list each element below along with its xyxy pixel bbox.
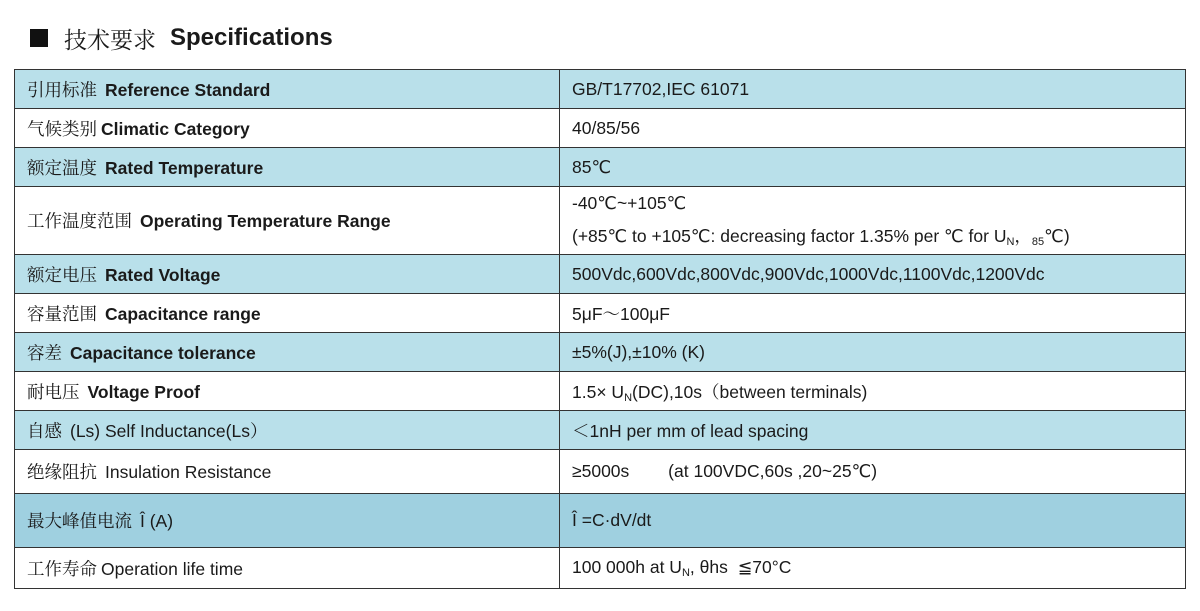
value-line-1: -40℃~+105℃ bbox=[572, 193, 687, 213]
spec-label bbox=[15, 548, 560, 589]
label-chinese: 额定电压 bbox=[27, 265, 97, 286]
label-english: Climatic Category bbox=[101, 118, 250, 139]
label-chinese: 气候类别 bbox=[27, 119, 97, 140]
spec-label bbox=[15, 70, 560, 109]
spec-value: GB/T17702,IEC 61071 bbox=[560, 70, 1186, 109]
subscript: N bbox=[624, 391, 633, 404]
label-chinese: 工作寿命 bbox=[27, 559, 97, 580]
value-text: (+85℃ to +105℃: decreasing factor 1.35% per ℃ for U bbox=[572, 226, 1007, 246]
label-english: Operation life time bbox=[101, 558, 244, 579]
label-chinese: 最大峰值电流 bbox=[27, 512, 132, 532]
spec-label bbox=[15, 294, 560, 333]
table-row bbox=[15, 70, 1186, 109]
spec-value: Î =C·dV/dt bbox=[560, 494, 1186, 548]
label-chinese: 容量范围 bbox=[27, 304, 97, 325]
label-english: (Ls) Self Inductance(Ls） bbox=[70, 420, 268, 441]
value-text: ， bbox=[1014, 226, 1032, 246]
value-text: (DC),10s（between terminals) bbox=[632, 381, 868, 402]
label-english: Reference Standard bbox=[105, 79, 271, 100]
value-text: , θhs ≦70°C bbox=[689, 557, 792, 577]
table-row bbox=[15, 187, 1186, 255]
spec-value: 5μF～100μF bbox=[560, 294, 1186, 333]
spec-value: 500Vdc,600Vdc,800Vdc,900Vdc,1000Vdc,1100Vdc,1200Vdc bbox=[560, 255, 1186, 294]
table-row bbox=[15, 411, 1186, 450]
specifications-table bbox=[14, 69, 1186, 589]
spec-value bbox=[560, 187, 1186, 255]
value-text: 100 000h at U bbox=[572, 557, 682, 577]
table-row bbox=[15, 333, 1186, 372]
square-bullet-icon bbox=[30, 29, 48, 47]
label-chinese: 绝缘阻抗 bbox=[27, 463, 97, 483]
heading-english: Specifications bbox=[170, 24, 333, 51]
label-english: Insulation Resistance bbox=[105, 462, 272, 482]
table-row bbox=[15, 494, 1186, 548]
spec-label bbox=[15, 411, 560, 450]
spec-value bbox=[560, 372, 1186, 411]
label-english: Rated Temperature bbox=[105, 157, 264, 178]
spec-value: ＜1nH per mm of lead spacing bbox=[560, 411, 1186, 450]
label-chinese: 容差 bbox=[27, 343, 62, 364]
spec-label bbox=[15, 494, 560, 548]
spec-label bbox=[15, 333, 560, 372]
subscript: 85 bbox=[1031, 236, 1045, 248]
label-chinese: 自感 bbox=[27, 421, 62, 442]
spec-value bbox=[560, 548, 1186, 589]
spec-value: 40/85/56 bbox=[560, 109, 1186, 148]
value-text: 1.5× U bbox=[572, 381, 625, 402]
label-english: Î (A) bbox=[140, 511, 174, 531]
label-english: Voltage Proof bbox=[87, 381, 200, 402]
subscript: N bbox=[681, 567, 690, 579]
spec-value: ±5%(J),±10% (K) bbox=[560, 333, 1186, 372]
label-english: Rated Voltage bbox=[105, 264, 221, 285]
label-chinese: 额定温度 bbox=[27, 158, 97, 179]
label-chinese: 引用标准 bbox=[27, 80, 97, 101]
spec-label bbox=[15, 109, 560, 148]
label-chinese: 耐电压 bbox=[27, 382, 80, 403]
table-row bbox=[15, 372, 1186, 411]
spec-label bbox=[15, 255, 560, 294]
spec-value: 85℃ bbox=[560, 148, 1186, 187]
table-row bbox=[15, 450, 1186, 494]
table-row bbox=[15, 148, 1186, 187]
label-english: Capacitance tolerance bbox=[70, 342, 256, 363]
spec-value: ≥5000s (at 100VDC,60s ,20~25℃) bbox=[560, 450, 1186, 494]
subscript: N bbox=[1006, 236, 1015, 248]
table-row bbox=[15, 294, 1186, 333]
value-text: ℃) bbox=[1044, 226, 1070, 246]
spec-label bbox=[15, 148, 560, 187]
label-chinese: 工作温度范围 bbox=[27, 212, 132, 232]
spec-label bbox=[15, 372, 560, 411]
value-line-2 bbox=[572, 223, 1185, 248]
spec-label bbox=[15, 187, 560, 255]
spec-label bbox=[15, 450, 560, 494]
heading-chinese: 技术要求 bbox=[64, 27, 156, 54]
section-heading bbox=[30, 22, 333, 54]
table-row bbox=[15, 255, 1186, 294]
table-row bbox=[15, 109, 1186, 148]
table-row bbox=[15, 548, 1186, 589]
label-english: Capacitance range bbox=[105, 303, 261, 324]
label-english: Operating Temperature Range bbox=[140, 211, 391, 231]
